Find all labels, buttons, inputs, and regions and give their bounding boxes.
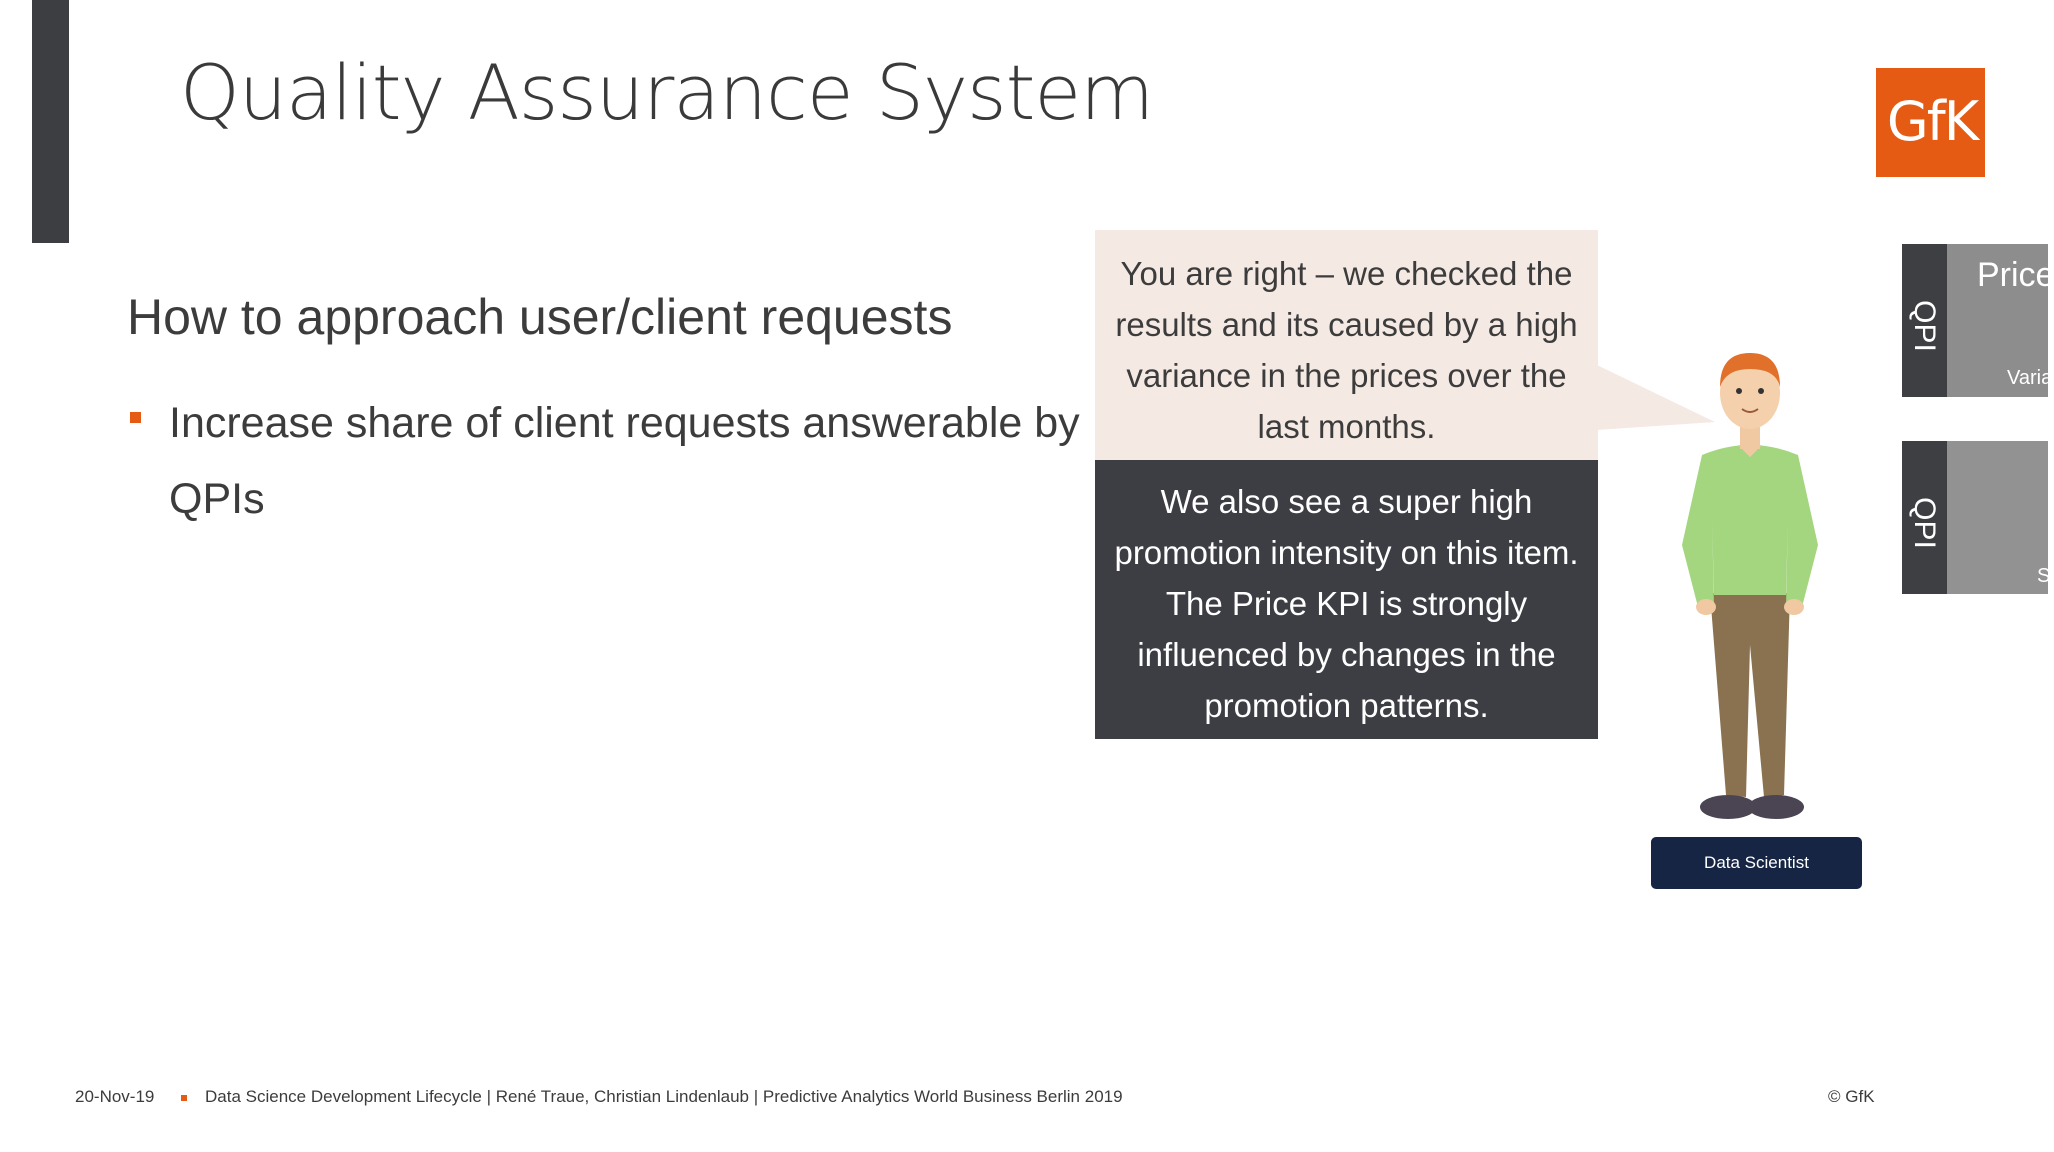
qpi-tab: QPI — [1902, 244, 1947, 397]
bullet-marker — [130, 412, 141, 423]
data-scientist-badge: Data Scientist — [1651, 837, 1862, 889]
qpi-card-price — [1902, 244, 2054, 397]
slide-subtitle: How to approach user/client requests — [127, 289, 953, 345]
qpi-card-title: Price — [1977, 256, 2054, 294]
qpi-card-subtitle: Varia — [2007, 367, 2053, 389]
speech-bubble-light: You are right – we checked the results and its caused by a high variance in the prices over the last months. — [1095, 230, 1598, 460]
data-scientist-figure — [1650, 345, 1850, 845]
title-accent-bar — [32, 0, 69, 243]
footer-separator — [181, 1095, 187, 1101]
slide-title: Quality Assurance System — [180, 48, 1154, 137]
qpi-card-body — [1947, 244, 2054, 397]
footer-text: Data Science Development Lifecycle | René Traue, Christian Lindenlaub | Predictive Analytics World Business Berlin 2019 — [205, 1087, 1123, 1106]
gfk-logo — [1876, 68, 1985, 177]
logo-text: GfK — [1886, 90, 1978, 153]
footer-copyright: © GfK — [1828, 1087, 1875, 1106]
footer-date: 20-Nov-19 — [75, 1087, 155, 1106]
qpi-card-second — [1902, 441, 2051, 594]
qpi-card-subtitle: S — [2037, 565, 2051, 587]
speech-bubble-dark: We also see a super high promotion intensity on this item. The Price KPI is strongly influenced by changes in the promotion patterns. — [1095, 460, 1598, 739]
bullet-text: Increase share of client requests answerable by QPIs — [169, 399, 1080, 523]
qpi-card-body — [1947, 441, 2051, 594]
qpi-tab: QPI — [1902, 441, 1947, 594]
